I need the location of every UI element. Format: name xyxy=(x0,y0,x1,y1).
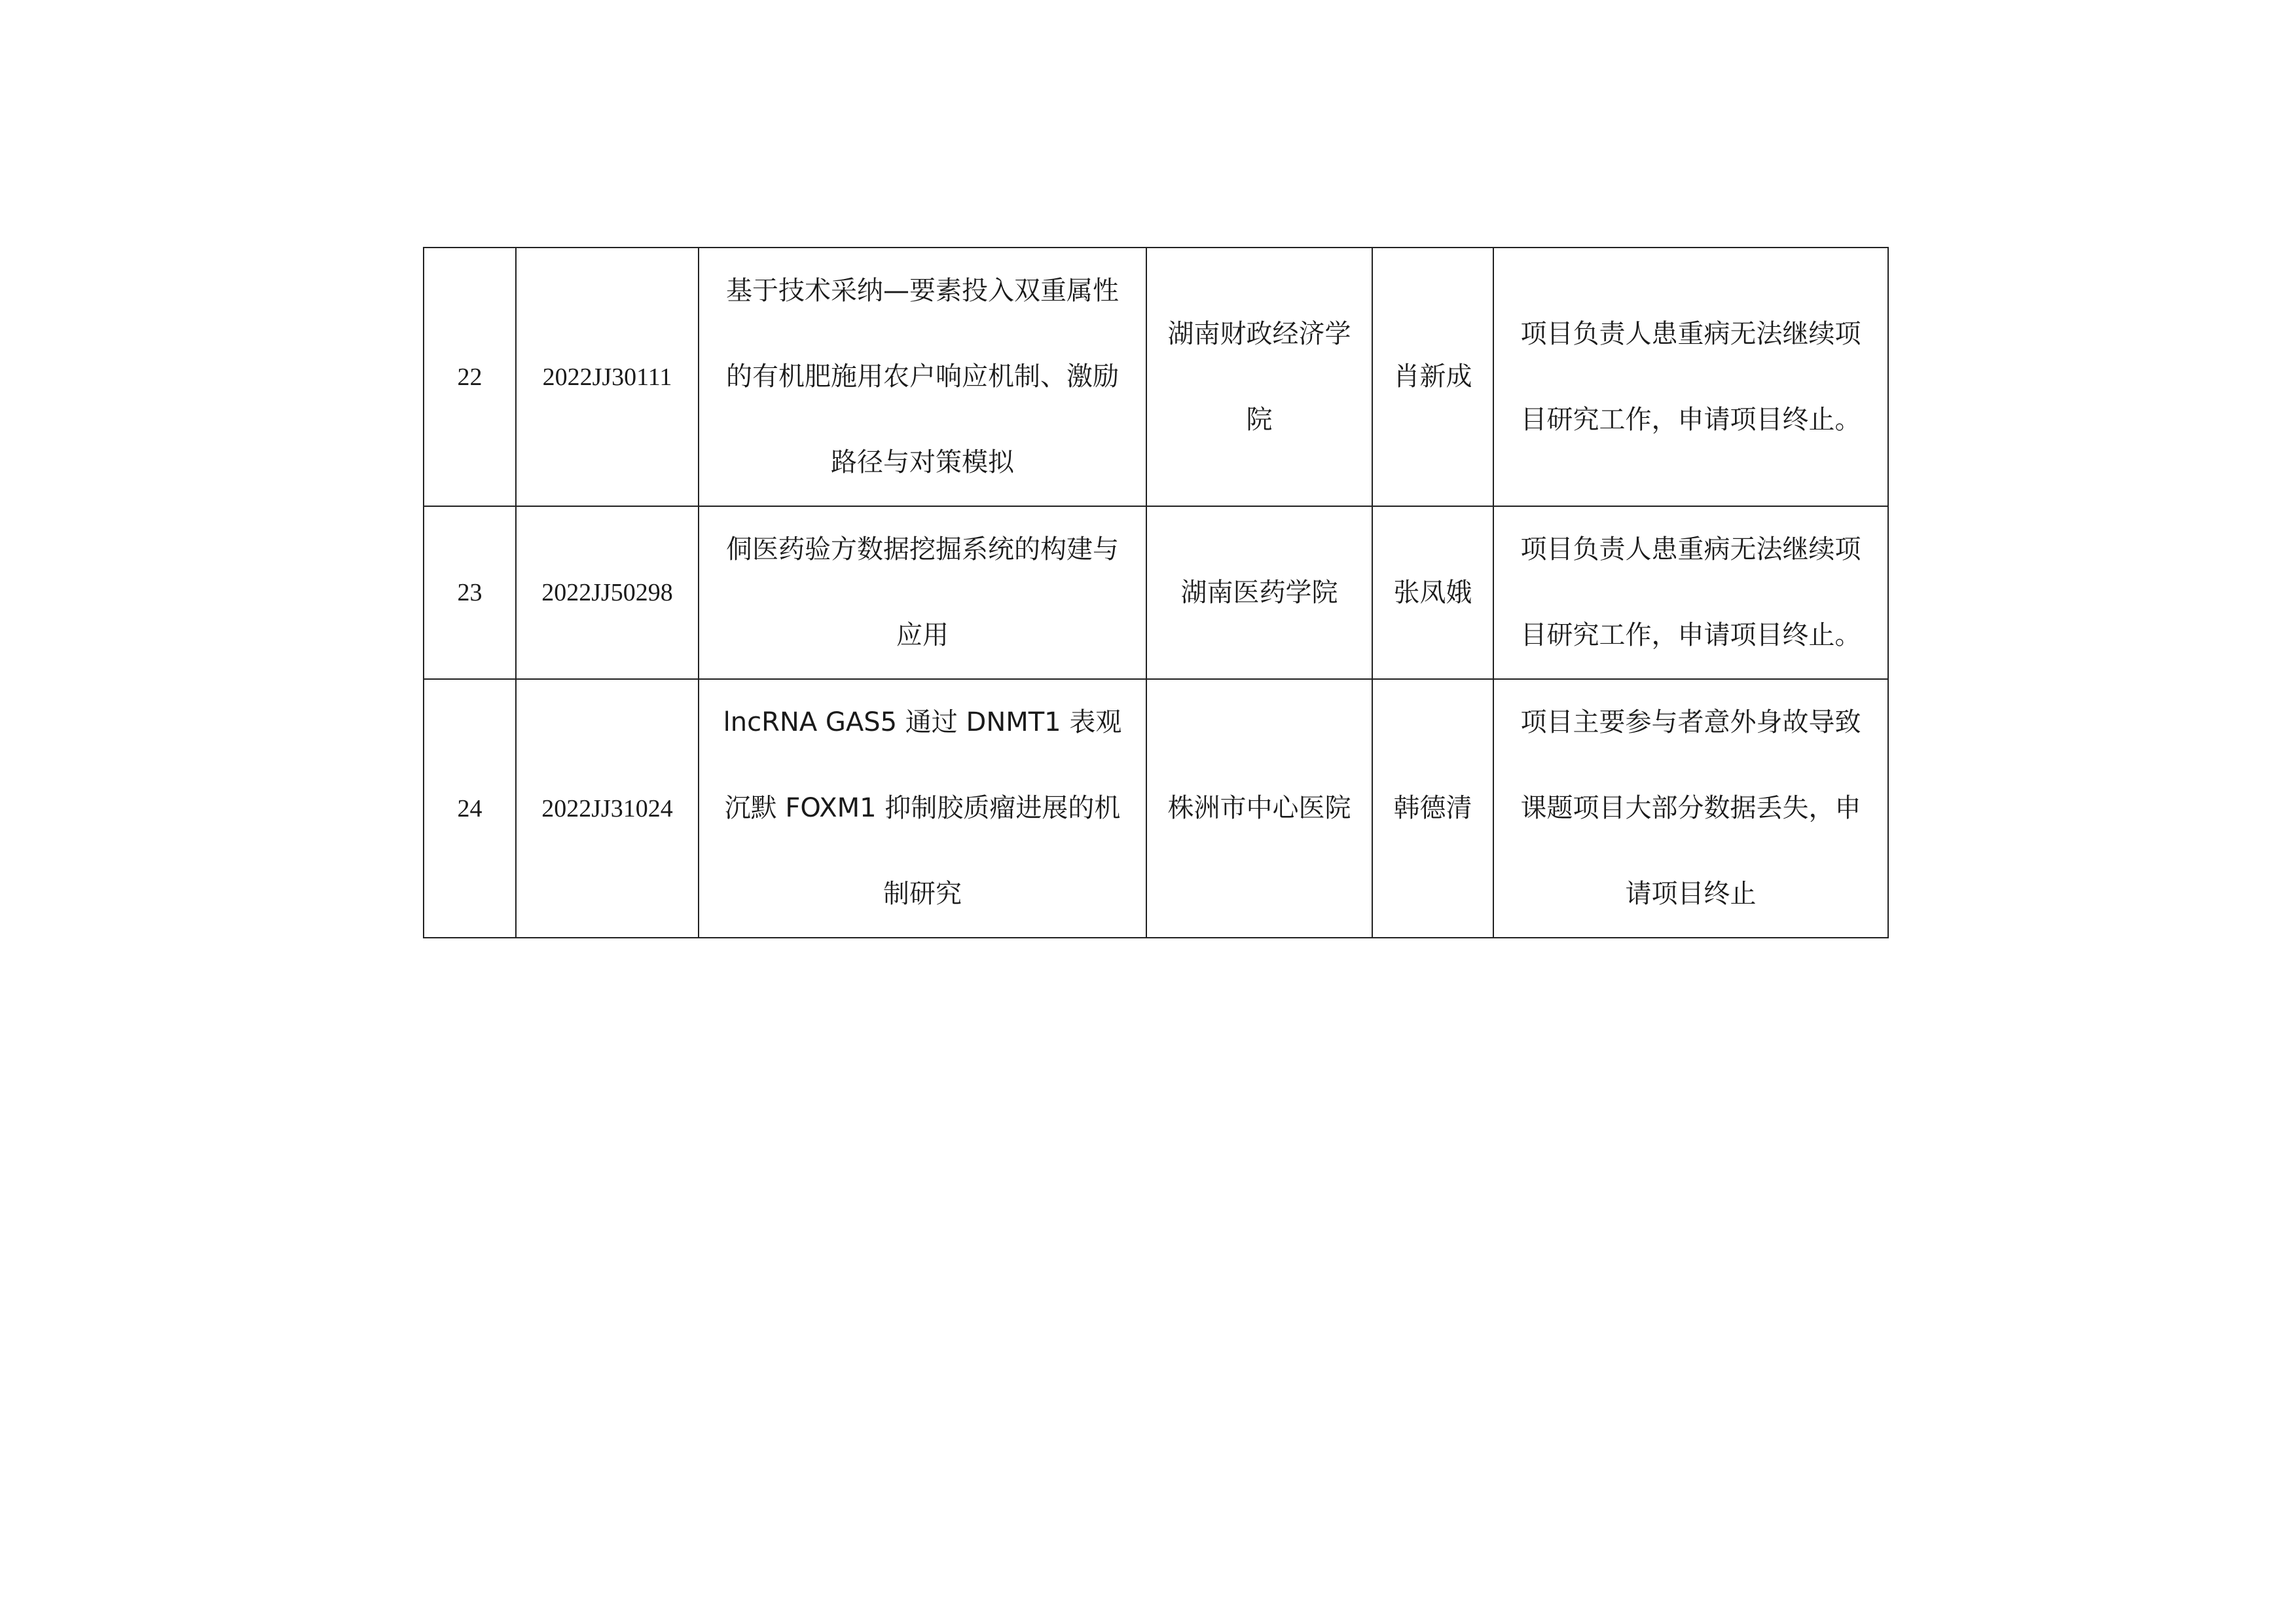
table-row xyxy=(424,506,1888,679)
table-row xyxy=(424,248,1888,506)
row-number: 22 xyxy=(424,248,516,506)
termination-reason: 项目主要参与者意外身故导致课题项目大部分数据丢失，申请项目终止 xyxy=(1493,679,1888,938)
row-number: 24 xyxy=(424,679,516,938)
project-code: 2022JJ50298 xyxy=(516,506,699,679)
institution: 湖南财政经济学院 xyxy=(1146,248,1372,506)
project-title: 基于技术采纳—要素投入双重属性的有机肥施用农户响应机制、激励路径与对策模拟 xyxy=(699,248,1146,506)
project-title: lncRNA GAS5 通过 DNMT1 表观沉默 FOXM1 抑制胶质瘤进展的机制研究 xyxy=(699,679,1146,938)
institution: 湖南医药学院 xyxy=(1146,506,1372,679)
project-code: 2022JJ30111 xyxy=(516,248,699,506)
table-row xyxy=(424,679,1888,938)
termination-reason: 项目负责人患重病无法继续项目研究工作，申请项目终止。 xyxy=(1493,248,1888,506)
project-title: 侗医药验方数据挖掘系统的构建与应用 xyxy=(699,506,1146,679)
project-code: 2022JJ31024 xyxy=(516,679,699,938)
project-leader: 韩德清 xyxy=(1372,679,1493,938)
institution: 株洲市中心医院 xyxy=(1146,679,1372,938)
termination-projects-table xyxy=(423,247,1889,938)
termination-reason: 项目负责人患重病无法继续项目研究工作，申请项目终止。 xyxy=(1493,506,1888,679)
project-leader: 张凤娥 xyxy=(1372,506,1493,679)
project-leader: 肖新成 xyxy=(1372,248,1493,506)
row-number: 23 xyxy=(424,506,516,679)
